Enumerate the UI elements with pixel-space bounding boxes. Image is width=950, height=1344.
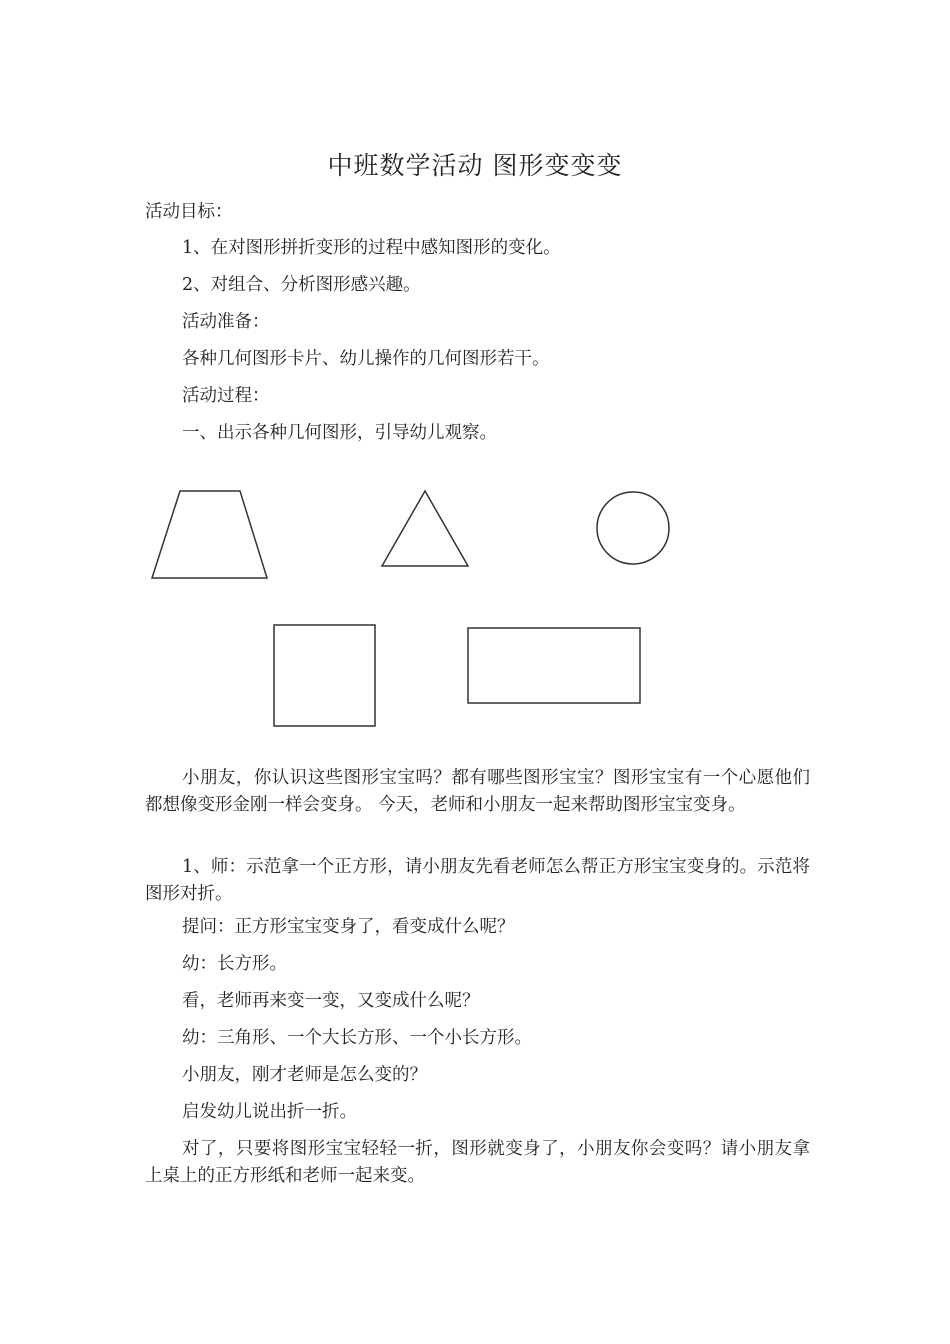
goal-2: 2、对组合、分析图形感兴趣。 [182, 275, 421, 295]
prep-heading: 活动准备： [182, 312, 270, 332]
prep-text: 各种几何图形卡片、幼儿操作的几何图形若干。 [182, 349, 550, 369]
guide-text: 启发幼儿说出折一折。 [182, 1102, 357, 1122]
question-3: 小朋友，刚才老师是怎么变的？ [182, 1065, 427, 1085]
paragraph-intro: 小朋友，你认识这些图形宝宝吗？都有哪些图形宝宝？图形宝宝有一个心愿他们都想像变形金刚一样会变身。 今天，老师和小朋友一起来帮助图形宝宝变身。 [145, 768, 810, 815]
trapezoid-shape [152, 491, 267, 578]
goal-1: 1、在对图形拼折变形的过程中感知图形的变化。 [182, 238, 561, 258]
paragraph-demo: 1、师：示范拿一个正方形，请小朋友先看老师怎么帮正方形宝宝变身的。示范将图形对折。 [145, 857, 810, 904]
question-2: 看，老师再来变一变，又变成什么呢？ [182, 991, 480, 1011]
question-1: 提问：正方形宝宝变身了，看变成什么呢？ [182, 917, 515, 937]
square-shape [274, 625, 375, 726]
paragraph-closing: 对了，只要将图形宝宝轻轻一折，图形就变身了，小朋友你会变吗？请小朋友拿上桌上的正方形纸和老师一起来变。 [145, 1139, 810, 1186]
process-heading: 活动过程： [182, 386, 270, 406]
answer-1: 幼：长方形。 [182, 954, 287, 974]
answer-2: 幼：三角形、一个大长方形、一个小长方形。 [182, 1028, 532, 1048]
rectangle-shape [468, 628, 640, 703]
goals-heading: 活动目标： [145, 202, 233, 222]
triangle-shape [382, 491, 468, 566]
circle-shape [597, 492, 669, 564]
step-1: 一、出示各种几何图形，引导幼儿观察。 [182, 423, 497, 443]
document-title: 中班数学活动 图形变变变 [327, 151, 623, 180]
